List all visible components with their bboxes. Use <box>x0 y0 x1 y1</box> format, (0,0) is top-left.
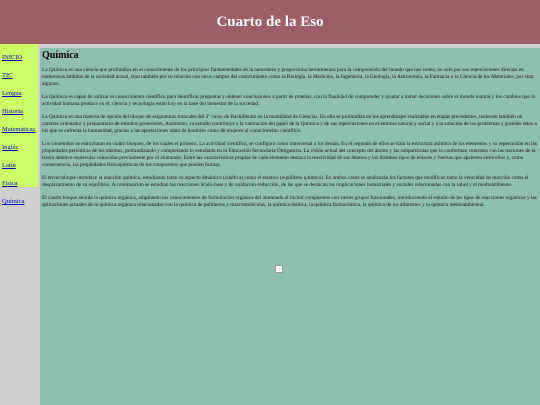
nav-link-fisica[interactable]: Física <box>2 180 18 187</box>
nav-link-tic[interactable]: TIC <box>2 72 13 79</box>
paragraph-2: La Química es capaz de utilizar el conocimiento científico para identificar preguntas y obtener conclusiones a partir de pruebas, con la finalidad de comprender y ayudar a tomar decisiones sobre el mundo natural y los cambios que la actividad humana produce en él; ciencia y tecnología están hoy en la base del bienestar de la sociedad. <box>42 94 536 107</box>
nav-link-latin[interactable]: Latín <box>2 162 16 169</box>
sidebar-item-quimica <box>0 188 38 206</box>
broken-image-icon <box>275 265 283 273</box>
nav-link-historia[interactable]: Historia <box>2 108 23 115</box>
paragraph-4: Los contenidos se estructuran en cuatro bloques, de los cuales el primero, La actividad científica, se configura como transversal a los demás. En el segundo de ellos se trata la estructura atómica de los elementos y su repercusión en las propiedades periódicas de los mismos, profundizando y completando lo estudiado en la Educación Secundaria Obligatoria. La visión actual del concepto del átomo y las subpartículas que lo conforman contrasta con las nociones de la teoría atómico-molecular conocidas previamente por el alumnado. Entre las características propias de cada elemento destaca la reactividad de sus átomos y los distintos tipos de enlaces y fuerzas que aparecen entre ellos y, como consecuencia, las propiedades fisicoquímicas de los compuestos que pueden formar. <box>42 141 537 168</box>
main-content <box>40 48 540 405</box>
sidebar-item-historia <box>0 98 38 116</box>
page-header <box>0 0 540 44</box>
nav-link-inicio[interactable]: INICIO <box>2 54 23 61</box>
nav-link-ingles[interactable]: Inglés <box>2 144 18 151</box>
page-title: Cuarto de la Eso <box>216 13 324 30</box>
sidebar-item-ingles <box>0 134 38 152</box>
sidebar-item-fisica <box>0 170 38 188</box>
paragraph-6: El cuarto bloque aborda la química orgánica, ampliando los conocimientos de formulación orgánica del alumnado al incluir compuestos con varios grupos funcionales, introduciendo el estudio de los tipos de reacciones orgánicas y las aplicaciones actuales de la química orgánica relacionadas con la química de polímeros y macromoléculas, la química médica, la química farmacéutica, la química de los alimentos y la química medioambiental. <box>42 195 537 208</box>
nav-link-lengua[interactable]: Lengua <box>2 90 22 97</box>
sidebar-item-tic <box>0 62 38 80</box>
paragraph-1: La Química es una ciencia que profundiza en el conocimiento de los principios fundamentales de la naturaleza y proporciona herramientas para la comprensión del mundo que nos rodea, no solo por sus repercusiones directas en numerosos ámbitos de la sociedad actual, sino también por su relación con otros campos del conocimiento como la Biología, la Medicina, la Ingeniería, la Geología, la Astronomía, la Farmacia o la Ciencia de los Materiales, por citar algunos. <box>42 67 535 87</box>
paragraph-3: La Química es una materia de opción del bloque de asignaturas troncales del 2º curso de Bachillerato en la modalidad de Ciencias. En ella se profundiza en los aprendizajes realizados en etapas precedentes, teniendo también un carácter orientador y preparatorio de estudios posteriores. Asimismo, su estudio contribuye a la valoración del papel de la Química y de sus repercusiones en el entorno natural y social y a la solución de los problemas y grandes retos a los que se enfrenta la humanidad, gracias a las aportaciones tanto de hombres como de mujeres al conocimiento científico. <box>42 114 537 134</box>
sidebar-item-inicio <box>0 44 38 62</box>
section-title: Química <box>42 50 79 61</box>
sidebar-nav <box>0 44 38 205</box>
nav-link-matematicas[interactable]: Matemáticas <box>2 126 36 133</box>
sidebar-item-latin <box>0 152 38 170</box>
sidebar-item-matematicas <box>0 116 38 134</box>
sidebar-item-lengua <box>0 80 38 98</box>
paragraph-5: El tercer bloque introduce la reacción química, estudiando tanto su aspecto dinámico (cinética) como el estático (equilibrio químico). En ambos casos se analizarán los factores que modifican tanto la velocidad de reacción como el desplazamiento de su equilibrio. A continuación se estudian las reacciones ácido-base y de oxidación-reducción, de las que se destacan las implicaciones industriales y sociales relacionadas con la salud y el medioambiente. <box>42 175 529 188</box>
nav-link-quimica[interactable]: Química <box>2 198 25 205</box>
